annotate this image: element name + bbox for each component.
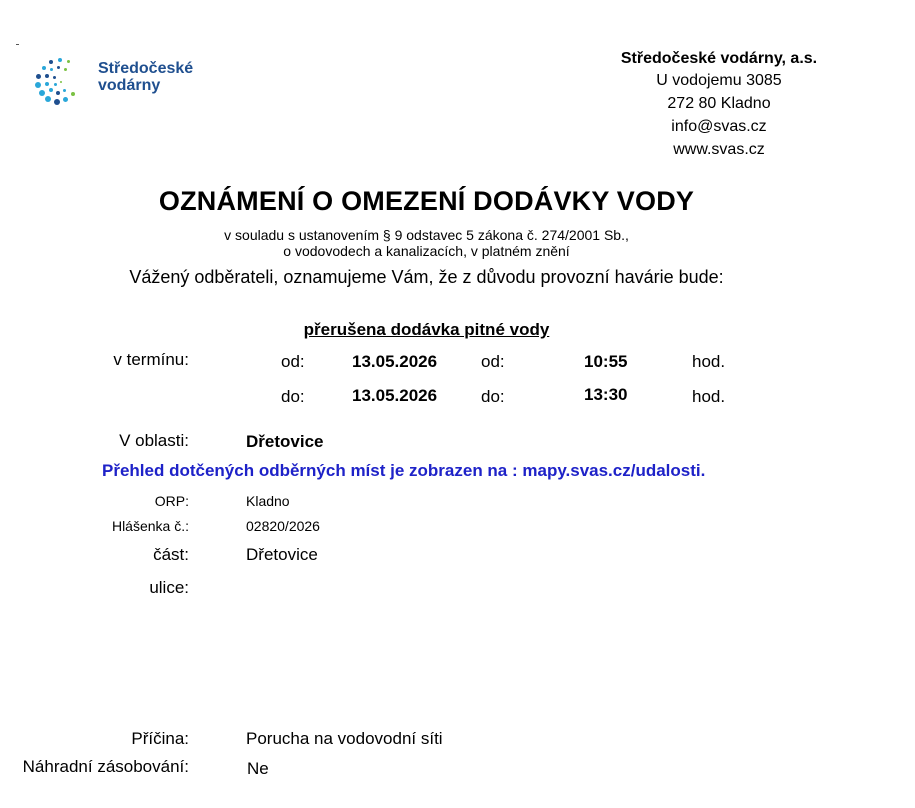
company-name: Středočeské vodárny, a.s. [620, 50, 818, 67]
interruption-headline: přerušena dodávka pitné vody [303, 320, 550, 339]
street-label: ulice: [149, 578, 189, 597]
logo-dots-icon [34, 56, 88, 106]
report-label: Hlášenka č.: [111, 518, 189, 534]
from-time-label: od: [481, 352, 505, 371]
report-value: 02820/2026 [246, 518, 320, 534]
company-email: info@svas.cz [671, 118, 767, 135]
to-unit: hod. [692, 387, 726, 406]
supply-value: Ne [247, 759, 269, 778]
corner-mark [16, 44, 19, 45]
company-street: U vodojemu 3085 [656, 72, 782, 89]
logo-line-1: Středočeské [98, 60, 194, 77]
cause-label: Příčina: [131, 729, 189, 748]
to-time-label: do: [481, 387, 505, 406]
part-value: Dřetovice [246, 545, 318, 564]
from-time: 10:55 [584, 352, 628, 371]
orp-label: ORP: [154, 493, 189, 509]
overview-text: Přehled dotčených odběrných míst je zobrazen na : mapy.svas.cz/udalosti. [102, 461, 706, 480]
company-city: 272 80 Kladno [667, 95, 771, 112]
to-date: 13.05.2026 [352, 386, 438, 405]
legal-line-1: v souladu s ustanovením § 9 odstavec 5 zákona č. 274/2001 Sb., [224, 227, 629, 243]
area-label: V oblasti: [119, 431, 189, 450]
intro-text: Vážený odběrateli, oznamujeme Vám, že z důvodu provozní havárie bude: [129, 267, 724, 287]
from-date: 13.05.2026 [352, 352, 438, 371]
supply-label: Náhradní zásobování: [22, 757, 189, 776]
term-label: v termínu: [113, 350, 189, 369]
orp-value: Kladno [246, 493, 290, 509]
company-web: www.svas.cz [673, 141, 765, 158]
area-value: Dřetovice [246, 432, 324, 451]
logo-line-2: vodárny [98, 77, 161, 94]
legal-line-2: o vodovodech a kanalizacích, v platném znění [283, 243, 570, 259]
notice-title: OZNÁMENÍ O OMEZENÍ DODÁVKY VODY [158, 186, 695, 216]
from-date-label: od: [281, 352, 305, 371]
cause-value: Porucha na vodovodní síti [246, 729, 443, 748]
to-date-label: do: [281, 387, 305, 406]
to-time: 13:30 [584, 385, 628, 404]
logo-text [98, 60, 193, 94]
from-unit: hod. [692, 352, 726, 371]
part-label: část: [153, 545, 189, 564]
